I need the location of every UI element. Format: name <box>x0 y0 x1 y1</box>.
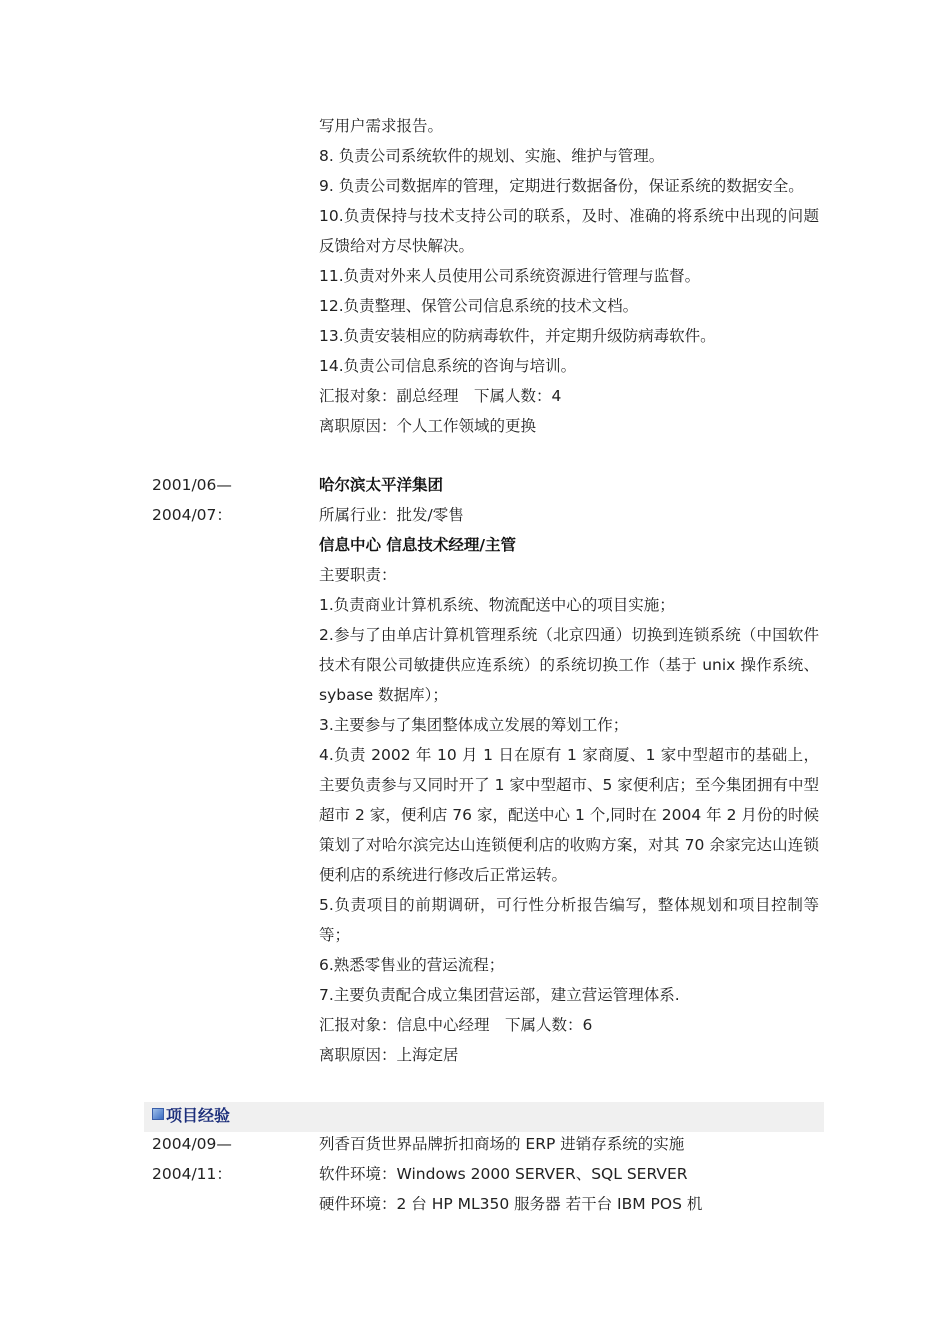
job1-report: 汇报对象：副总经理 下属人数：4 <box>319 387 562 405</box>
job1-item-10: 10.负责保持与技术支持公司的联系，及时、准确的将系统中出现的问题反馈给对方尽快解决。 <box>319 207 819 255</box>
project-period-start: 2004/09— <box>152 1135 232 1153</box>
job2-item-1: 1.负责商业计算机系统、物流配送中心的项目实施； <box>319 596 675 614</box>
project-name: 列香百货世界品牌折扣商场的 ERP 进销存系统的实施 <box>319 1135 685 1153</box>
job2-item-6: 6.熟悉零售业的营运流程； <box>319 956 505 974</box>
project-period <box>152 1129 232 1189</box>
project-period-end: 2004/11： <box>152 1165 232 1183</box>
section-header-bar <box>144 1102 824 1132</box>
job2-item-2: 2.参与了由单店计算机管理系统（北京四通）切换到连锁系统（中国软件技术有限公司敏捷供应连系统）的系统切换工作（基于 unix 操作系统、sybase 数据库）； <box>319 626 819 704</box>
job2-period-end: 2004/07： <box>152 506 232 524</box>
job1-line: 14.负责公司信息系统的咨询与培训。 <box>319 357 577 375</box>
job2-industry: 所属行业：批发/零售 <box>319 506 464 524</box>
project-software: 软件环境：Windows 2000 SERVER、SQL SERVER <box>319 1165 688 1183</box>
job2-period <box>152 470 232 530</box>
job2-item-3: 3.主要参与了集团整体成立发展的筹划工作； <box>319 716 629 734</box>
job2-position: 信息中心 信息技术经理/主管 <box>319 536 517 554</box>
job2-item-5: 5.负责项目的前期调研，可行性分析报告编写，整体规划和项目控制等等； <box>319 896 819 944</box>
job1-line: 写用户需求报告。 <box>319 117 444 135</box>
job1-item-9: 9. 负责公司数据库的管理，定期进行数据备份，保证系统的数据安全。 <box>319 177 804 195</box>
job1-line: 11.负责对外来人员使用公司系统资源进行管理与监督。 <box>319 267 701 285</box>
job2-report: 汇报对象：信息中心经理 下属人数：6 <box>319 1016 593 1034</box>
job2-leave-reason: 离职原因：上海定居 <box>319 1046 459 1064</box>
job1-duties <box>319 111 819 441</box>
job1-line: 8. 负责公司系统软件的规划、实施、维护与管理。 <box>319 147 665 165</box>
job2-company: 哈尔滨太平洋集团 <box>319 476 444 494</box>
project-details <box>319 1129 819 1219</box>
job1-leave-reason: 离职原因：个人工作领域的更换 <box>319 417 537 435</box>
job2-details <box>319 470 819 1070</box>
job2-item-7: 7.主要负责配合成立集团营运部，建立营运管理体系. <box>319 986 680 1004</box>
job2-period-start: 2001/06— <box>152 476 232 494</box>
job2-item-4: 4.负责 2002 年 10 月 1 日在原有 1 家商厦、1 家中型超市的基础上，主要负责参与又同时开了 1 家中型超市、5 家便利店；至今集团拥有中型超市 2 家，便利店 76 家，配送中心 1 个,同时在 2004 年 2 月份的时候策划了对哈尔滨完达山连锁便利店的收购方案，对其 70 余家完达山连锁便利店的系统进行修改后正常运转。 <box>319 746 819 884</box>
section-title-projects: 项目经验 <box>166 1106 231 1125</box>
section-image-icon <box>152 1108 164 1120</box>
job1-line: 12.负责整理、保管公司信息系统的技术文档。 <box>319 297 639 315</box>
project-hardware: 硬件环境：2 台 HP ML350 服务器 若干台 IBM POS 机 <box>319 1195 703 1213</box>
job1-line: 13.负责安装相应的防病毒软件，并定期升级防病毒软件。 <box>319 327 716 345</box>
job2-duties-label: 主要职责： <box>319 566 397 584</box>
